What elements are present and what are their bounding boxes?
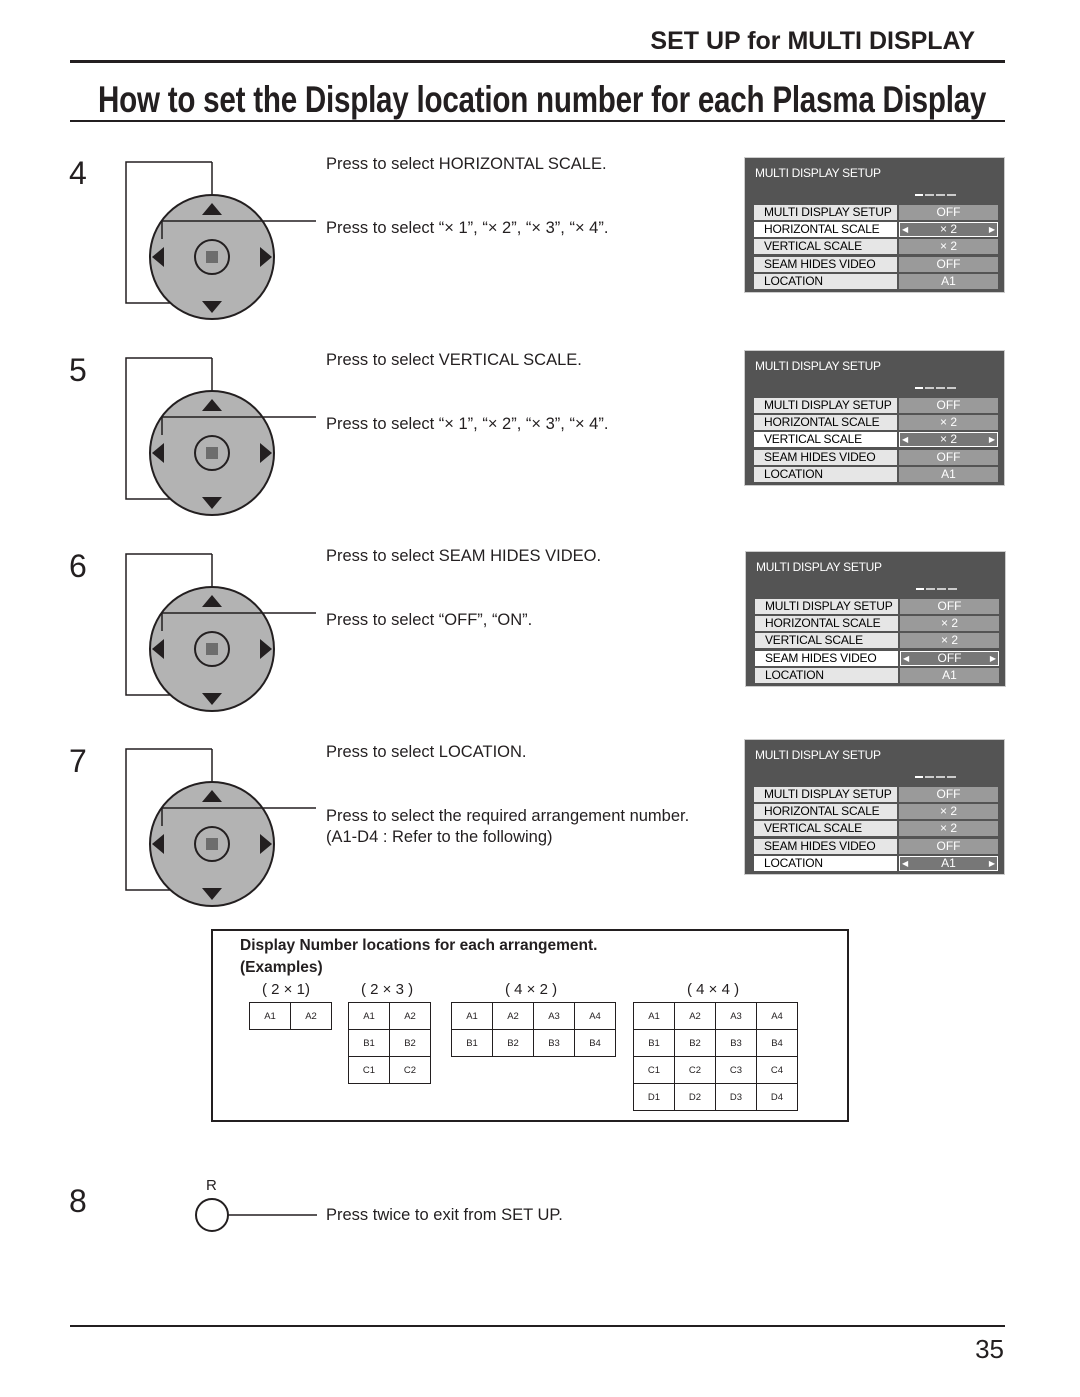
remote-dpad [126, 750, 326, 910]
grid-cell: C3 [716, 1057, 757, 1084]
osd-row-label: SEAM HIDES VIDEO [754, 450, 897, 465]
grid-row [349, 1057, 431, 1084]
grid-row [452, 1003, 616, 1030]
osd-row-label: LOCATION [754, 467, 897, 482]
r-button [195, 1197, 320, 1233]
osd-row-label: VERTICAL SCALE [755, 633, 898, 648]
grid-cell: B3 [534, 1030, 575, 1057]
osd-panel [744, 739, 1005, 875]
grid-cell: C2 [390, 1057, 431, 1084]
osd-title: MULTI DISPLAY SETUP [756, 560, 882, 574]
osd-page-indicator [915, 194, 969, 197]
step-instruction: Press to select “OFF”, “ON”. [326, 611, 533, 629]
step-instruction: Press to select “× 1”, “× 2”, “× 3”, “× 4”. [326, 415, 609, 433]
examples-heading: Display Number locations for each arrangement. [240, 937, 598, 954]
r-button-label: R [206, 1177, 217, 1194]
osd-row [754, 450, 998, 465]
osd-row-label: MULTI DISPLAY SETUP [754, 205, 897, 220]
grid-cell: A3 [716, 1003, 757, 1030]
grid-cell: A2 [390, 1003, 431, 1030]
grid-cell: B1 [634, 1030, 675, 1057]
osd-row-label: VERTICAL SCALE [754, 821, 897, 836]
osd-row-label: HORIZONTAL SCALE [754, 222, 897, 237]
osd-row [754, 205, 998, 220]
remote-dpad [126, 163, 326, 323]
osd-row-value: ◀ × 2 ▶ [899, 432, 998, 447]
osd-row-value: × 2 [899, 821, 998, 836]
osd-row [754, 398, 998, 413]
grid-row [634, 1057, 798, 1084]
osd-row-label: MULTI DISPLAY SETUP [754, 398, 897, 413]
step-number: 5 [69, 352, 87, 388]
step-number: 6 [69, 548, 87, 584]
osd-title: MULTI DISPLAY SETUP [755, 748, 881, 762]
osd-row-label: LOCATION [755, 668, 898, 683]
location-grid-4x4 [633, 1002, 798, 1111]
osd-row-value: OFF [899, 257, 998, 272]
osd-row [754, 467, 998, 482]
step-number: 8 [69, 1183, 87, 1219]
grid-cell: D1 [634, 1084, 675, 1111]
location-grid-2x1 [249, 1002, 332, 1030]
osd-row-label: HORIZONTAL SCALE [755, 616, 898, 631]
grid-cell: B4 [575, 1030, 616, 1057]
grid-cell: A1 [634, 1003, 675, 1030]
arrangement-label: ( 2 × 3 ) [361, 981, 414, 998]
osd-row [754, 274, 998, 289]
step-instruction: Press to select the required arrangement number. [326, 807, 690, 825]
grid-cell: B3 [716, 1030, 757, 1057]
grid-cell: A4 [575, 1003, 616, 1030]
step-instruction: Press to select HORIZONTAL SCALE. [326, 155, 607, 173]
page-heading: How to set the Display location number for each Plasma Display [98, 79, 987, 120]
osd-row-label: MULTI DISPLAY SETUP [754, 787, 897, 802]
osd-row [755, 668, 999, 683]
grid-cell: A1 [452, 1003, 493, 1030]
osd-row-value: A1 [899, 467, 998, 482]
osd-row [754, 257, 998, 272]
osd-row-value: × 2 [899, 804, 998, 819]
osd-row-value: × 2 [899, 415, 998, 430]
osd-row-label: MULTI DISPLAY SETUP [755, 599, 898, 614]
osd-row-value: × 2 [900, 633, 999, 648]
grid-row [349, 1003, 431, 1030]
osd-title: MULTI DISPLAY SETUP [755, 359, 881, 373]
grid-cell: C1 [349, 1057, 390, 1084]
osd-row [755, 599, 999, 614]
osd-row-value: × 2 [900, 616, 999, 631]
grid-cell: B2 [390, 1030, 431, 1057]
osd-row-value: ◀ A1 ▶ [899, 856, 998, 871]
osd-panel [744, 350, 1005, 486]
osd-row-value: A1 [900, 668, 999, 683]
header-rule [70, 60, 1005, 63]
grid-cell: A2 [493, 1003, 534, 1030]
osd-row-value: ◀ × 2 ▶ [899, 222, 998, 237]
grid-row [349, 1030, 431, 1057]
osd-row [755, 633, 999, 648]
grid-cell: B1 [349, 1030, 390, 1057]
osd-title: MULTI DISPLAY SETUP [755, 166, 881, 180]
grid-row [634, 1003, 798, 1030]
osd-row-label: SEAM HIDES VIDEO [754, 257, 897, 272]
grid-cell: A1 [349, 1003, 390, 1030]
osd-row-label: VERTICAL SCALE [754, 239, 897, 254]
osd-panel [745, 551, 1006, 687]
osd-panel [744, 157, 1005, 293]
osd-row [754, 787, 998, 802]
osd-row-value: OFF [899, 450, 998, 465]
osd-row [754, 839, 998, 854]
osd-row-value: OFF [900, 599, 999, 614]
grid-cell: D4 [757, 1084, 798, 1111]
osd-page-indicator [915, 776, 969, 779]
step-instruction: Press twice to exit from SET UP. [326, 1206, 563, 1224]
grid-cell: C1 [634, 1057, 675, 1084]
osd-row [754, 222, 998, 237]
osd-row-value: × 2 [899, 239, 998, 254]
osd-row-label: SEAM HIDES VIDEO [754, 839, 897, 854]
grid-row [452, 1030, 616, 1057]
heading-rule [70, 120, 1005, 122]
osd-row [754, 239, 998, 254]
grid-row [634, 1030, 798, 1057]
osd-row-label: LOCATION [754, 274, 897, 289]
remote-dpad [126, 359, 326, 519]
osd-row [754, 821, 998, 836]
grid-cell: B2 [675, 1030, 716, 1057]
osd-row-value: A1 [899, 274, 998, 289]
grid-cell: B1 [452, 1030, 493, 1057]
step-instruction: Press to select VERTICAL SCALE. [326, 351, 582, 369]
osd-row [754, 432, 998, 447]
arrangement-label: ( 2 × 1) [262, 981, 310, 998]
section-title: SET UP for MULTI DISPLAY [650, 27, 975, 55]
osd-row-label: VERTICAL SCALE [754, 432, 897, 447]
osd-row-value: OFF [899, 205, 998, 220]
step-number: 7 [69, 743, 87, 779]
osd-row [754, 804, 998, 819]
grid-cell: B2 [493, 1030, 534, 1057]
grid-cell: C2 [675, 1057, 716, 1084]
step-instruction: Press to select LOCATION. [326, 743, 527, 761]
grid-cell: A1 [250, 1003, 291, 1030]
step-instruction: Press to select SEAM HIDES VIDEO. [326, 547, 602, 565]
osd-row [755, 616, 999, 631]
osd-row-value: ◀ OFF ▶ [900, 651, 999, 666]
osd-row-label: SEAM HIDES VIDEO [755, 651, 898, 666]
osd-page-indicator [916, 588, 970, 591]
osd-row-label: HORIZONTAL SCALE [754, 415, 897, 430]
location-grid-2x3 [348, 1002, 431, 1084]
examples-subheading: (Examples) [240, 959, 323, 976]
osd-row [754, 856, 998, 871]
footer-rule [70, 1325, 1005, 1327]
page-number: 35 [975, 1334, 1004, 1364]
location-grid-4x2 [451, 1002, 616, 1057]
grid-row [634, 1084, 798, 1111]
grid-cell: A4 [757, 1003, 798, 1030]
osd-row-value: OFF [899, 839, 998, 854]
osd-row [754, 415, 998, 430]
grid-cell: A2 [675, 1003, 716, 1030]
osd-row-label: LOCATION [754, 856, 897, 871]
step-instruction: (A1-D4 : Refer to the following) [326, 828, 553, 846]
grid-cell: B4 [757, 1030, 798, 1057]
grid-cell: D2 [675, 1084, 716, 1111]
osd-row-value: OFF [899, 787, 998, 802]
arrangement-label: ( 4 × 2 ) [505, 981, 558, 998]
osd-row-value: OFF [899, 398, 998, 413]
osd-page-indicator [915, 387, 969, 390]
step-instruction: Press to select “× 1”, “× 2”, “× 3”, “× 4”. [326, 219, 609, 237]
grid-row [250, 1003, 332, 1030]
grid-cell: D3 [716, 1084, 757, 1111]
osd-row-label: HORIZONTAL SCALE [754, 804, 897, 819]
remote-dpad [126, 555, 326, 715]
arrangement-label: ( 4 × 4 ) [687, 981, 740, 998]
grid-cell: C4 [757, 1057, 798, 1084]
osd-row [755, 651, 999, 666]
grid-cell: A2 [291, 1003, 332, 1030]
grid-cell: A3 [534, 1003, 575, 1030]
step-number: 4 [69, 155, 87, 191]
